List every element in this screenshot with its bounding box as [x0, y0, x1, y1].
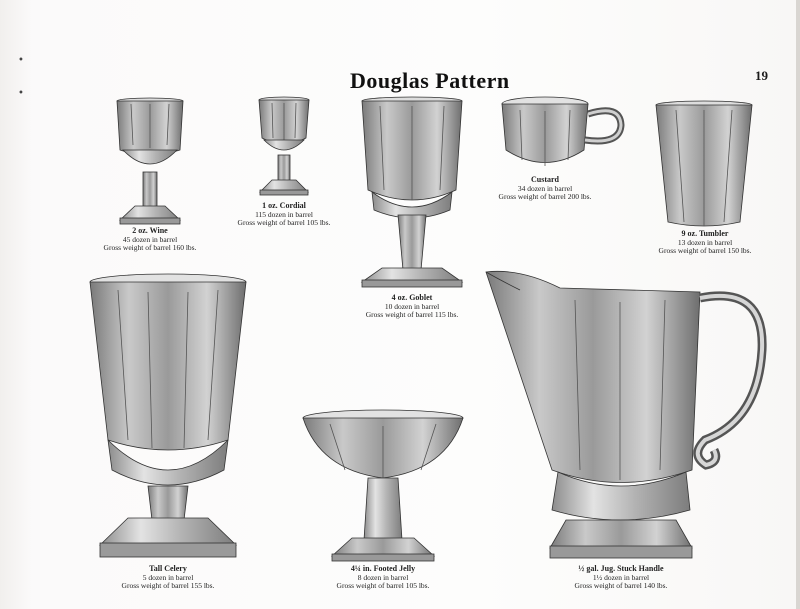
item-weight: Gross weight of barrel 200 lbs. [498, 192, 592, 201]
caption-custard [490, 176, 600, 202]
item-weight: Gross weight of barrel 115 lbs. [365, 310, 459, 319]
item-weight: Gross weight of barrel 140 lbs. [574, 581, 668, 590]
caption-wine [95, 227, 205, 253]
item-packing: 45 dozen in barrel [122, 234, 178, 244]
item-name: Tall Celery [149, 564, 187, 573]
item-name: 1 oz. Cordial [262, 201, 306, 210]
jug-illustration [486, 271, 762, 558]
item-name: Custard [530, 175, 559, 184]
caption-tall-celery [113, 565, 223, 591]
item-packing: 1½ dozen in barrel [592, 572, 650, 582]
binding-mark: • [18, 55, 24, 66]
item-weight: Gross weight of barrel 155 lbs. [121, 581, 215, 590]
item-packing: 10 dozen in barrel [384, 301, 440, 311]
tumbler-illustration [656, 101, 752, 226]
caption-goblet [357, 294, 467, 320]
footed-jelly-illustration [303, 410, 463, 561]
custard-cup-illustration [502, 97, 621, 166]
item-packing: 8 dozen in barrel [357, 572, 409, 582]
caption-cordial [229, 202, 339, 228]
item-name: 4 oz. Goblet [391, 293, 433, 302]
page-title: Douglas Pattern [350, 68, 510, 93]
caption-footed-jelly [328, 565, 438, 591]
item-weight: Gross weight of barrel 150 lbs. [658, 246, 752, 255]
item-weight: Gross weight of barrel 105 lbs. [336, 581, 430, 590]
goblet-illustration [362, 97, 462, 287]
binding-mark: • [18, 88, 24, 99]
tall-celery-illustration [90, 274, 246, 557]
wine-glass-illustration [117, 98, 183, 224]
item-name: 9 oz. Tumbler [681, 229, 729, 238]
cordial-glass-illustration [259, 97, 309, 195]
page-number: 19 [755, 68, 768, 83]
item-weight: Gross weight of barrel 105 lbs. [237, 218, 331, 227]
item-packing: 13 dozen in barrel [677, 237, 733, 247]
item-packing: 34 dozen in barrel [517, 183, 573, 193]
item-packing: 5 dozen in barrel [142, 572, 194, 582]
caption-jug [556, 565, 686, 591]
item-name: ½ gal. Jug. Stuck Handle [578, 564, 664, 573]
item-name: 4¼ in. Footed Jelly [350, 564, 416, 573]
item-weight: Gross weight of barrel 160 lbs. [103, 243, 197, 252]
caption-tumbler [650, 230, 760, 256]
item-packing: 115 dozen in barrel [255, 209, 313, 219]
item-name: 2 oz. Wine [132, 226, 168, 235]
